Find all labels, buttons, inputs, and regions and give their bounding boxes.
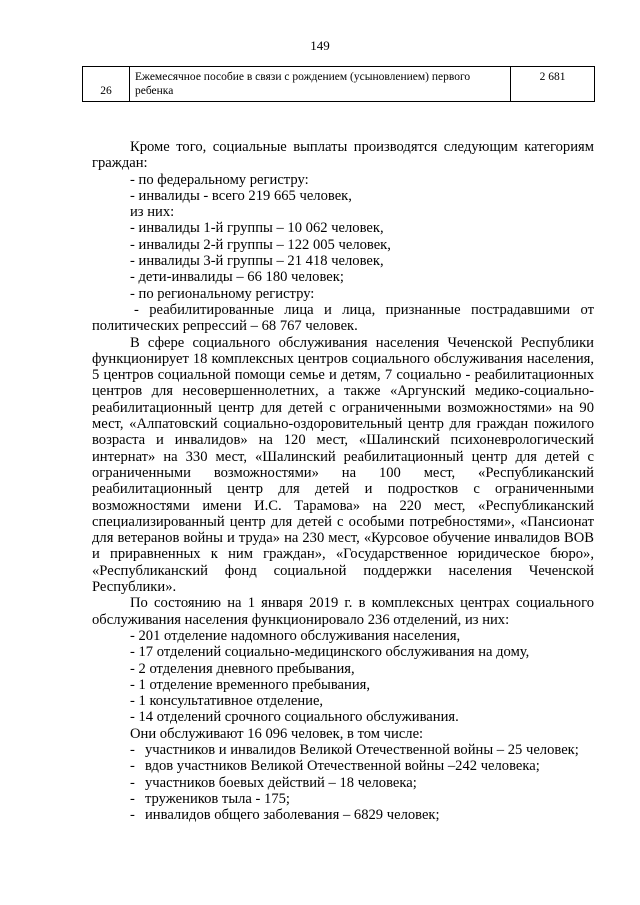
list-item: - инвалиды 2-й группы – 122 005 человек, bbox=[130, 236, 391, 253]
table-row-value: 2 681 bbox=[511, 67, 595, 102]
bullet-mark: - bbox=[130, 774, 135, 791]
list-item: - дети-инвалиды – 66 180 человек; bbox=[130, 269, 344, 286]
document-body bbox=[92, 139, 594, 823]
bullet-mark: - bbox=[130, 741, 135, 758]
list-item bbox=[92, 775, 594, 791]
list-item-text: инвалидов общего заболевания – 6829 человек; bbox=[145, 807, 440, 824]
budget-table bbox=[82, 66, 595, 102]
bullet-mark: - bbox=[130, 807, 135, 824]
table-row-number: 26 bbox=[83, 67, 130, 102]
list-item: - по региональному регистру: bbox=[130, 285, 315, 302]
list-item bbox=[92, 742, 594, 758]
served-intro: Они обслуживают 16 096 человек, в том числе: bbox=[130, 725, 424, 742]
regional-item: - реабилитированные лица и лица, признанные пострадавшими от политических репрессий – 68 767 человек. bbox=[92, 301, 594, 335]
list-item: - инвалиды - всего 219 665 человек, bbox=[130, 187, 352, 204]
list-item: - 1 консультативное отделение, bbox=[130, 693, 324, 710]
table-row-description: Ежемесячное пособие в связи с рождением (усыновлением) первого ребенка bbox=[130, 67, 511, 102]
table-row bbox=[83, 67, 595, 102]
list-item: - 17 отделений социально-медицинского обслуживания на дому, bbox=[130, 644, 530, 661]
bullet-mark: - bbox=[130, 758, 135, 775]
services-paragraph: В сфере социального обслуживания населения Чеченской Республики функционирует 18 комплексных центров социального обслуживания населения, 5 центров социальной помощи семье и детям, 7 социально - реабилитационных центров для несовершеннолетних, а также «Аргунский медико-социально-реабилитационный центр для детей с ограниченными возможностями» на 90 мест, «Алпатовский социально-оздоровительный центр для граждан пожилого возраста и инвалидов» на 120 мест, «Шалинский психоневрологический интернат» на 330 мест, «Шалинский реабилитационный центр для детей с ограниченными возможностями» на 100 мест, «Республиканский реабилитационный центр для детей и подростков с ограниченными возможностями имени И.С. Тарамова» на 220 мест, «Республиканский специализированный центр для детей с особыми потребностями», «Пансионат для ветеранов войны и труда» на 230 мест, «Курсовое обучение инвалидов ВОВ и приравненных к ним граждан», «Государственное юридическое бюро», «Республиканский фонд социальной поддержки населения Чеченской Республики». bbox=[92, 334, 594, 596]
list-item: - инвалиды 3-й группы – 21 418 человек, bbox=[130, 253, 384, 270]
list-item: - 1 отделение временного пребывания, bbox=[130, 676, 370, 693]
list-item-text: участников боевых действий – 18 человека; bbox=[145, 774, 417, 791]
departments-paragraph: По состоянию на 1 января 2019 г. в комплексных центрах социального обслуживания населения функционировало 236 отделений, из них: bbox=[92, 595, 594, 628]
bullet-mark: - bbox=[130, 790, 135, 807]
list-item: - 14 отделений срочного социального обслуживания. bbox=[130, 709, 459, 726]
list-item: - 2 отделения дневного пребывания, bbox=[130, 660, 355, 677]
list-item bbox=[92, 807, 594, 823]
list-item: - по федеральному регистру: bbox=[130, 171, 309, 188]
page-number: 149 bbox=[310, 38, 330, 53]
list-item-text: участников и инвалидов Великой Отечественной войны – 25 человек; bbox=[145, 741, 579, 758]
list-item: из них: bbox=[130, 204, 175, 221]
list-item bbox=[92, 791, 594, 807]
intro-paragraph: Кроме того, социальные выплаты производятся следующим категориям граждан: bbox=[92, 139, 594, 172]
list-item-text: тружеников тыла - 175; bbox=[145, 790, 290, 807]
list-item: - 201 отделение надомного обслуживания населения, bbox=[130, 627, 461, 644]
served-list bbox=[92, 742, 594, 823]
list-item bbox=[92, 758, 594, 774]
list-item-text: вдов участников Великой Отечественной войны –242 человека; bbox=[145, 758, 540, 775]
list-item: - инвалиды 1-й группы – 10 062 человек, bbox=[130, 220, 384, 237]
